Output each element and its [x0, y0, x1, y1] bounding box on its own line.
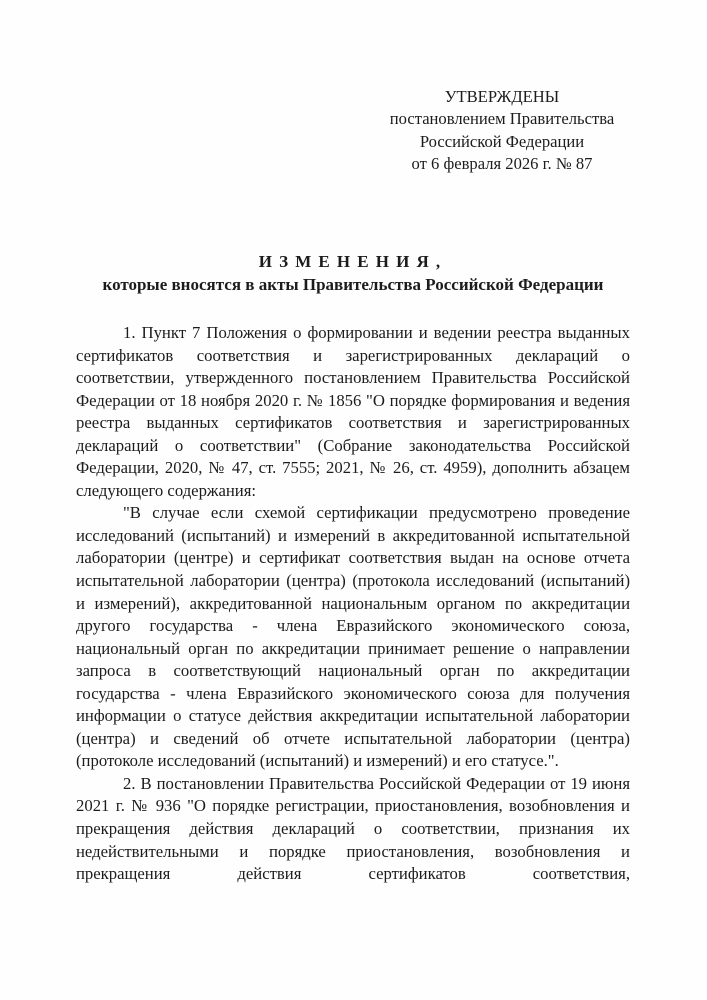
- paragraph-3: 2. В постановлении Правительства Российской Федерации от 19 июня 2021 г. № 936 "О порядке регистрации, приостановления, возобновления и прекращения действия деклараций о соответствии, признания их недействительными и порядке приостановления, возобновления и прекращения действия сертификатов соответствия,: [76, 773, 630, 884]
- paragraph-1: 1. Пункт 7 Положения о формировании и ведении реестра выданных сертификатов соответствия и зарегистрированных деклараций о соответствии, утвержденного постановлением Правительства Российской Федерации от 18 ноября 2020 г. № 1856 "О порядке формирования и ведения реестра выданных сертификатов соответствия и зарегистрированных деклараций о соответствии" (Собрание законодательства Российской Федерации, 2020, № 47, ст. 7555; 2021, № 26, ст. 4959), дополнить абзацем следующего содержания:: [76, 323, 630, 500]
- approval-line-resolution: постановлением Правительства: [389, 109, 615, 129]
- document-title-block: [73, 250, 633, 296]
- approval-line-date-number: от 6 февраля 2026 г. № 87: [411, 154, 593, 174]
- paragraph-2: "В случае если схемой сертификации предусмотрено проведение исследований (испытаний) и измерений в аккредитованной испытательной лаборатории (центре) и сертификат соответствия выдан на основе отчета испытательной лаборатории (центра) (протокола исследований (испытаний) и измерений), аккредитованной национальным органом по аккредитации другого государства - члена Евразийского экономического союза, национальный орган по аккредитации принимает решение о направлении запроса в соответствующий национальный орган по аккредитации государства - члена Евразийского экономического союза для получения информации о статусе действия аккредитации испытательной лаборатории (центра) и сведений об отчете испытательной лаборатории (центра) (протоколе исследований (испытаний) и измерений) и его статусе.".: [76, 503, 630, 771]
- approval-line-approved: УТВЕРЖДЕНЫ: [444, 87, 560, 106]
- approval-line-authority: Российской Федерации: [419, 131, 585, 151]
- document-body: [76, 322, 630, 886]
- document-subtitle: которые вносятся в акты Правительства Российской Федерации: [102, 275, 604, 294]
- document-title: ИЗМЕНЕНИЯ,: [258, 252, 448, 271]
- approval-block: [352, 86, 652, 176]
